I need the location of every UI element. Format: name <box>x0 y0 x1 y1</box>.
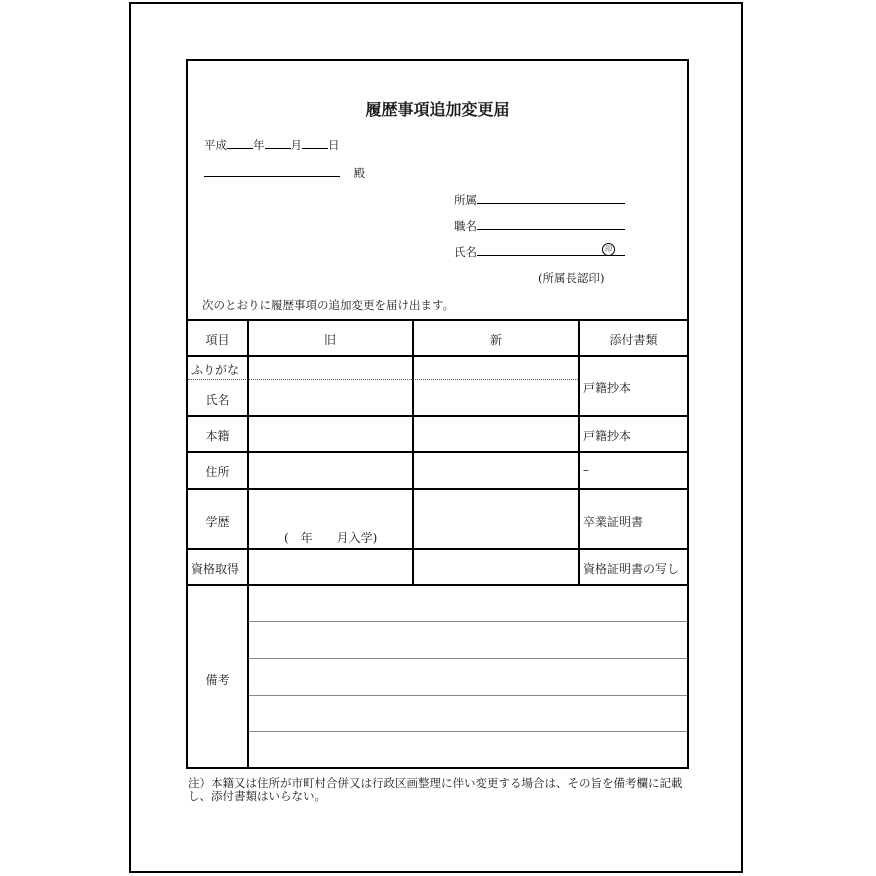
affiliation-line <box>454 191 625 208</box>
statement-text: 次のとおりに履歴事項の追加変更を届け出ます。 <box>202 298 455 312</box>
name-line <box>454 243 625 260</box>
date-day-field[interactable] <box>302 148 328 149</box>
date-day-label: 日 <box>328 138 340 152</box>
date-year-label: 年 <box>253 138 265 152</box>
affiliation-field[interactable] <box>477 191 625 204</box>
row-attachment-address: – <box>583 463 589 477</box>
date-era: 平成 <box>204 138 227 152</box>
new-education-field[interactable] <box>416 492 576 546</box>
header-item: 項目 <box>205 333 230 347</box>
row-item-qualification: 資格取得 <box>191 562 240 576</box>
job-title-field[interactable] <box>477 217 625 230</box>
new-domicile-field[interactable] <box>416 419 576 449</box>
form-title: 履歴事項追加変更届 <box>365 100 510 119</box>
date-month-field[interactable] <box>265 148 291 149</box>
new-qualification-field[interactable] <box>416 552 576 582</box>
date-month-label: 月 <box>290 138 302 152</box>
old-address-field[interactable] <box>250 455 410 485</box>
remarks-label: 備考 <box>205 673 230 687</box>
footnote: 注）本籍又は住所が市町村合併又は行政区画整理に伴い変更する場合は、その旨を備考欄に記載し、添付書類はいらない。 <box>188 776 683 803</box>
old-education-field[interactable] <box>250 492 410 526</box>
old-name-field[interactable] <box>250 359 410 411</box>
affiliation-label: 所属 <box>454 193 477 207</box>
remarks-field[interactable] <box>250 588 685 766</box>
header-attachment: 添付書類 <box>609 333 658 347</box>
addressee-field[interactable] <box>204 164 340 177</box>
change-notification-form <box>186 59 689 769</box>
job-title-line <box>454 217 625 234</box>
supervisor-approval: (所属長認印) <box>538 271 605 285</box>
row-attachment-qualification: 資格証明書の写し <box>583 562 680 576</box>
row-attachment-domicile: 戸籍抄本 <box>583 429 632 443</box>
addressee-line <box>204 164 365 181</box>
seal-icon: 印 <box>602 243 615 256</box>
name-field[interactable] <box>477 243 625 256</box>
row-attachment-name: 戸籍抄本 <box>583 381 632 395</box>
row-item-name: 氏名 <box>205 393 230 407</box>
header-old: 旧 <box>323 333 336 347</box>
date-year-field[interactable] <box>227 148 253 149</box>
new-name-field[interactable] <box>416 359 576 411</box>
education-entry-hint: ( 年 月入学) <box>284 531 378 545</box>
row-attachment-education: 卒業証明書 <box>583 515 644 529</box>
header-new: 新 <box>489 333 502 347</box>
date-line <box>204 137 340 153</box>
name-label: 氏名 <box>454 245 477 259</box>
job-title-label: 職名 <box>454 219 477 233</box>
old-qualification-field[interactable] <box>250 552 410 582</box>
old-domicile-field[interactable] <box>250 419 410 449</box>
furigana-label: ふりがな <box>191 363 240 377</box>
addressee-suffix: 殿 <box>353 166 366 180</box>
row-item-domicile: 本籍 <box>205 429 230 443</box>
row-item-address: 住所 <box>205 465 230 479</box>
new-address-field[interactable] <box>416 455 576 485</box>
row-item-education: 学歴 <box>205 515 230 529</box>
